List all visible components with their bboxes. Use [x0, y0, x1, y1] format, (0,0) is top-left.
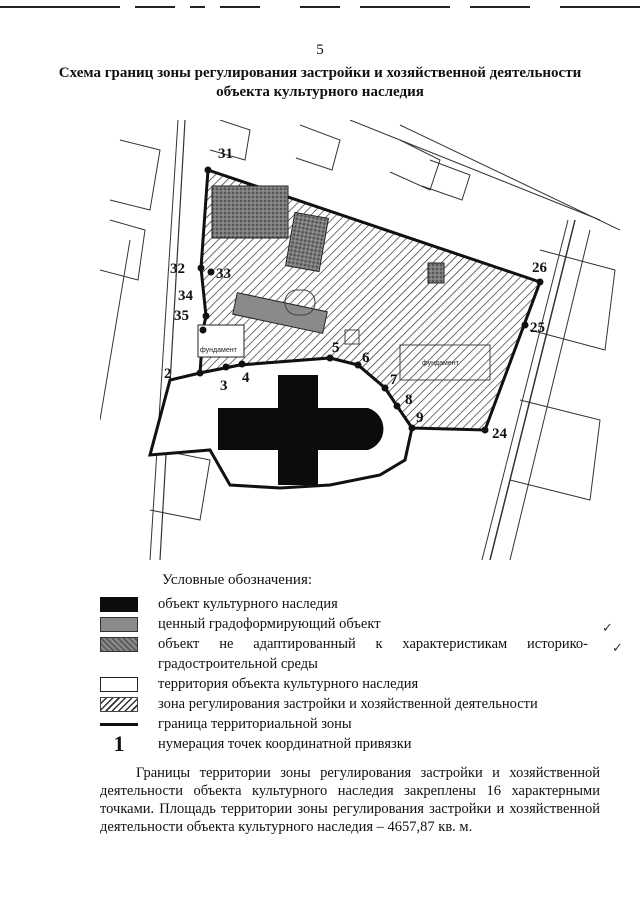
- point-label-25: 25: [530, 320, 545, 336]
- page-number: 5: [316, 42, 324, 58]
- foundation-label-right: фундамент: [422, 360, 459, 367]
- point-label-33: 33: [216, 266, 231, 282]
- legend-symbol-line: [100, 723, 138, 726]
- legend-text: объект не адаптированный к характеристикам историко-градостроительной среды: [158, 636, 588, 672]
- point-label-5: 5: [332, 340, 340, 356]
- foundation-label-left: фундамент: [200, 347, 237, 354]
- legend-text: граница территориальной зоны: [158, 716, 352, 732]
- legend-symbol-number: 1: [113, 731, 125, 756]
- legend-text: объект культурного наследия: [158, 596, 338, 612]
- point-label-31: 31: [218, 146, 233, 162]
- legend-text: ценный градоформирующий объект: [158, 616, 381, 632]
- point-label-6: 6: [362, 350, 370, 366]
- point-label-32: 32: [170, 261, 185, 277]
- point-label-24: 24: [492, 426, 507, 442]
- top-rule: [0, 6, 640, 8]
- legend-text: зона регулирования застройки и хозяйственной деятельности: [158, 696, 538, 712]
- margin-tick-mark: ✓: [602, 620, 613, 635]
- boundary-map: [100, 120, 620, 560]
- point-label-7: 7: [390, 372, 398, 388]
- point-label-9: 9: [416, 410, 424, 426]
- point-label-2: 2: [164, 366, 172, 382]
- legend-text: территория объекта культурного наследия: [158, 676, 419, 692]
- description-paragraph: Границы территории зоны регулирования застройки и хозяйственной деятельности объекта культурного наследия закреплены 16 характерными точками. Площадь территории зоны регулирования застройки и хозяйственной деятельности объекта культурного наследия – 4657,87 кв. м.: [100, 765, 600, 835]
- legend-symbol-dark: [100, 637, 138, 652]
- point-label-4: 4: [242, 370, 250, 386]
- point-label-34: 34: [178, 288, 193, 304]
- point-label-26: 26: [532, 260, 547, 276]
- margin-tick-mark: ✓: [612, 640, 623, 655]
- point-label-8: 8: [405, 392, 413, 408]
- legend-symbol-white: [100, 677, 138, 692]
- legend-symbol-black: [100, 597, 138, 612]
- legend-symbol-hatch: [100, 697, 138, 712]
- legend-symbol-gray: [100, 617, 138, 632]
- legend-text: нумерация точек координатной привязки: [158, 736, 412, 752]
- legend-heading: Условные обозначения:: [162, 572, 313, 588]
- point-label-3: 3: [220, 378, 228, 394]
- page-title: Схема границ зоны регулирования застройки и хозяйственной деятельности объекта культурного наследия: [58, 65, 582, 100]
- point-label-35: 35: [174, 308, 189, 324]
